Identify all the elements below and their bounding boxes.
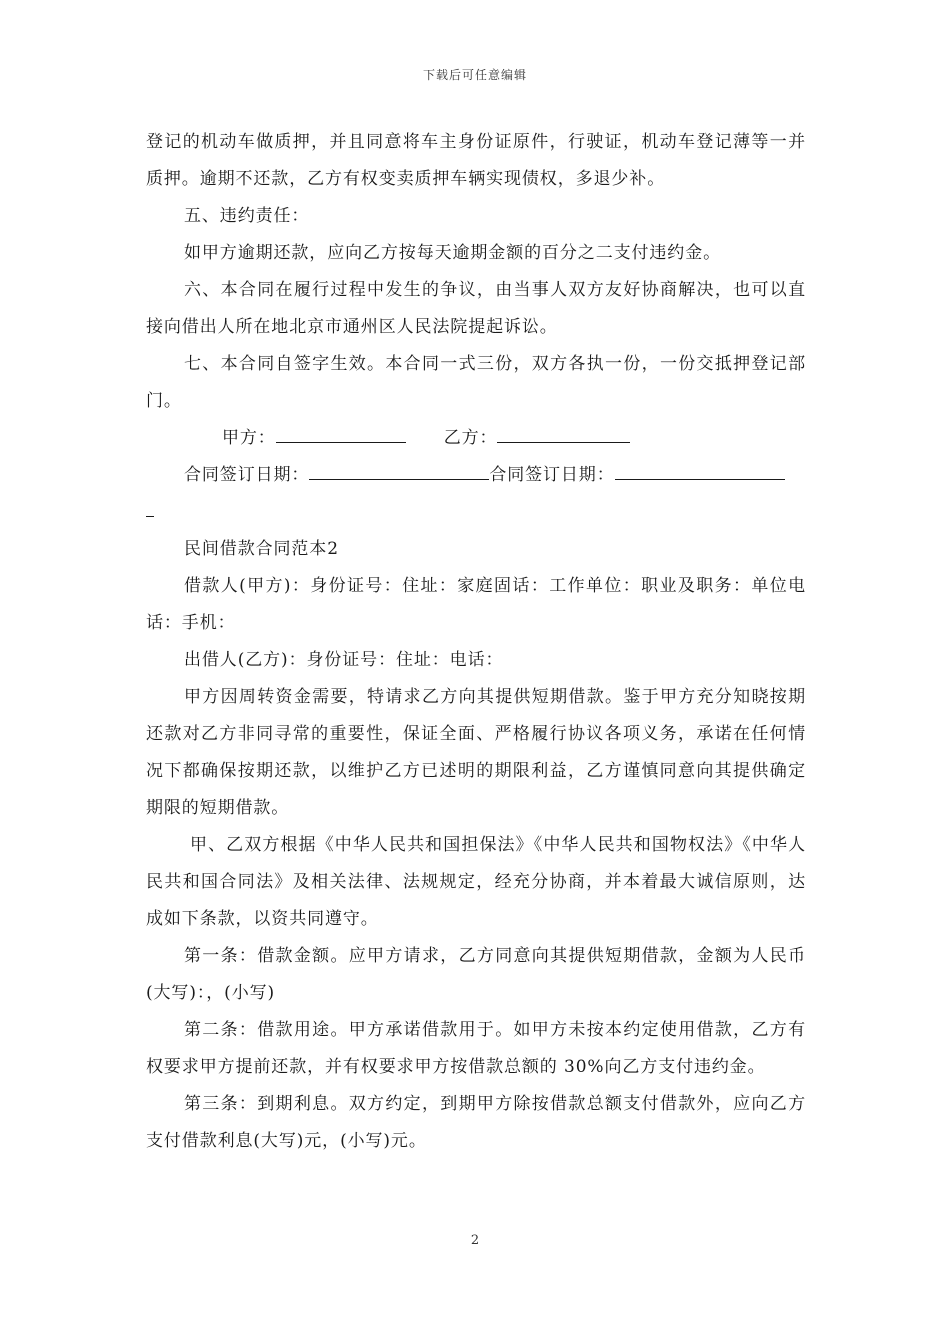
paragraph-effect: 七、本合同自签字生效。本合同一式三份，双方各执一份，一份交抵押登记部门。 bbox=[146, 354, 806, 411]
lender-info: 出借人(乙方)：身份证号：住址：电话： bbox=[184, 650, 504, 670]
paragraph-collateral: 登记的机动车做质押，并且同意将车主身份证原件，行驶证，机动车登记薄等一并质押。逾期不还款，乙方有权变卖质押车辆实现债权，多退少补。 bbox=[146, 132, 806, 189]
date-b-label: 合同签订日期： bbox=[489, 465, 615, 485]
party-b-signature-line bbox=[497, 422, 630, 443]
signature-parties bbox=[146, 420, 806, 457]
trailing-underline bbox=[146, 496, 154, 517]
section-heading-breach: 五、违约责任： bbox=[184, 206, 310, 226]
contract-title: 民间借款合同范本2 bbox=[184, 539, 339, 559]
article-2: 第二条：借款用途。甲方承诺借款用于。如甲方未按本约定使用借款，乙方有权要求甲方提前还款，并有权要求甲方按借款总额的 30%向乙方支付违约金。 bbox=[146, 1020, 806, 1077]
date-b-line bbox=[615, 459, 785, 480]
borrower-info: 借款人(甲方)：身份证号：住址：家庭固话：工作单位：职业及职务：单位电话：手机： bbox=[146, 576, 806, 633]
page-header-note: 下载后可任意编辑 bbox=[422, 68, 527, 82]
paragraph-legal-basis: 甲、乙双方根据《中华人民共和国担保法》《中华人民共和国物权法》《中华人民共和国合同法》及相关法律、法规规定，经充分协商，并本着最大诚信原则，达成如下条款，以资共同遵守。 bbox=[146, 835, 806, 929]
paragraph-intro: 甲方因周转资金需要，特请求乙方向其提供短期借款。鉴于甲方充分知晓按期还款对乙方非同寻常的重要性，保证全面、严格履行协议各项义务，承诺在任何情况下都确保按期还款，以维护乙方已述明的期限利益，乙方谨慎同意向其提供确定期限的短期借款。 bbox=[146, 687, 806, 818]
paragraph-dispute: 六、本合同在履行过程中发生的争议，由当事人双方友好协商解决，也可以直接向借出人所在地北京市通州区人民法院提起诉讼。 bbox=[146, 280, 806, 337]
paragraph-penalty: 如甲方逾期还款，应向乙方按每天逾期金额的百分之二支付违约金。 bbox=[184, 243, 721, 263]
party-a-label: 甲方： bbox=[222, 428, 276, 448]
document-body bbox=[146, 124, 806, 1160]
date-line-continuation bbox=[146, 494, 806, 531]
party-b-label: 乙方： bbox=[443, 428, 498, 448]
date-a-line bbox=[309, 459, 489, 480]
page-number: 2 bbox=[470, 1233, 480, 1248]
article-3: 第三条：到期利息。双方约定，到期甲方除按借款总额支付借款外，应向乙方支付借款利息(大写)元，(小写)元。 bbox=[146, 1094, 806, 1151]
party-a-signature-line bbox=[276, 422, 406, 443]
article-1: 第一条：借款金额。应甲方请求，乙方同意向其提供短期借款，金额为人民币(大写)：，(小写) bbox=[146, 946, 806, 1003]
signature-dates bbox=[146, 457, 806, 494]
date-a-label: 合同签订日期： bbox=[184, 465, 310, 485]
